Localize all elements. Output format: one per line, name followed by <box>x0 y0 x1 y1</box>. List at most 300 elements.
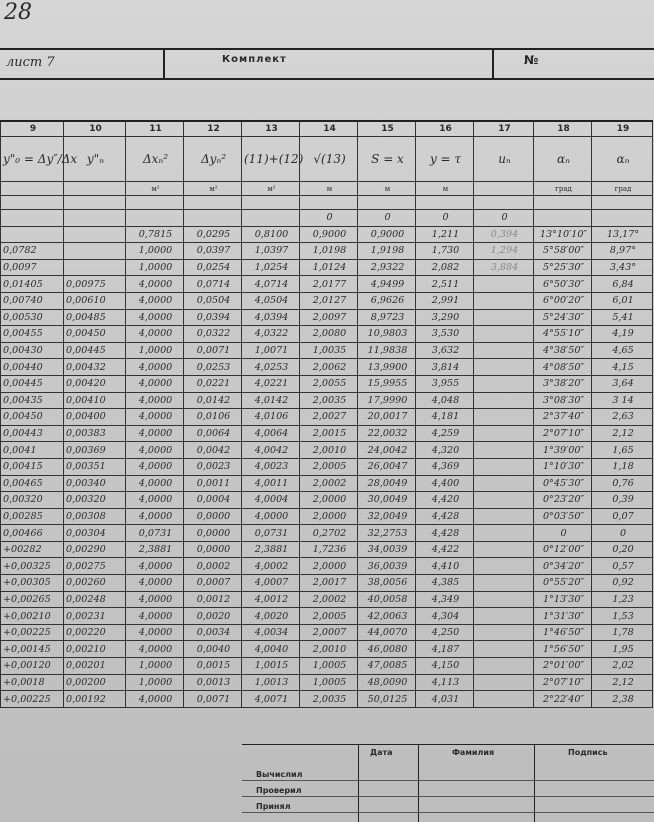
table-cell <box>242 342 300 359</box>
table-cell-value: 4,0000 <box>138 444 173 456</box>
table-cell-value: 4,0000 <box>138 394 173 406</box>
table-cell <box>416 691 474 708</box>
table-cell-value: 4,0000 <box>138 477 173 489</box>
table-cell <box>184 226 242 243</box>
table-cell <box>1 575 64 592</box>
table-cell-value: 0,00420 <box>66 378 106 390</box>
table-cell <box>474 326 534 343</box>
table-cell <box>64 226 126 243</box>
table-cell-value: 2,0097 <box>312 311 347 323</box>
table-cell <box>242 575 300 592</box>
table-cell-value: 0,00290 <box>66 544 106 556</box>
table-cell-value: 0,0782 <box>3 245 37 257</box>
table-cell <box>184 641 242 658</box>
table-cell-value: 0,00260 <box>66 577 106 589</box>
table-cell <box>416 392 474 409</box>
table-cell <box>592 326 653 343</box>
blank-cell <box>1 196 64 210</box>
table-cell-value: 2°07′10″ <box>542 428 585 440</box>
table-cell <box>592 276 653 293</box>
table-cell-value: 0,92 <box>612 577 634 589</box>
table-cell-value: 0,0731 <box>254 527 289 539</box>
table-cell-value: 1,18 <box>612 461 634 473</box>
table-cell <box>184 475 242 492</box>
table-cell-value: 0,0002 <box>196 560 231 572</box>
table-cell <box>534 508 592 525</box>
table-cell-value: 3,632 <box>431 345 460 357</box>
table-cell <box>126 409 184 426</box>
unit-cell <box>474 182 534 196</box>
table-cell <box>126 276 184 293</box>
blank-cell <box>242 196 300 210</box>
table-cell-value: 0,00485 <box>66 311 106 323</box>
table-cell <box>300 375 358 392</box>
table-cell-value: 0°12′00″ <box>542 544 585 556</box>
table-cell-value: 0°55′20″ <box>542 577 585 589</box>
table-cell-value: 5°25′30″ <box>542 262 585 274</box>
table-cell-value: 4,9499 <box>370 278 405 290</box>
table-cell <box>534 442 592 459</box>
table-cell <box>300 226 358 243</box>
table-cell-value: 30,0049 <box>367 494 408 506</box>
table-cell-value: 0,00435 <box>3 394 43 406</box>
table-cell <box>184 658 242 675</box>
zero-cell-value: 0 <box>384 212 391 224</box>
table-cell-value: 0,0004 <box>196 494 231 506</box>
table-cell-value: 3,43° <box>609 262 637 274</box>
table-cell <box>416 326 474 343</box>
blank-cell <box>416 196 474 210</box>
table-cell <box>64 674 126 691</box>
table-cell <box>126 558 184 575</box>
table-cell <box>416 259 474 276</box>
table-cell <box>534 492 592 509</box>
table-cell <box>184 492 242 509</box>
table-cell-value: 1°31′30″ <box>542 610 585 622</box>
unit-cell-value: м <box>442 184 449 193</box>
blank-cell <box>474 196 534 210</box>
column-number <box>534 121 592 137</box>
table-cell <box>1 674 64 691</box>
table-cell-value: 4,0221 <box>254 378 289 390</box>
table-cell <box>592 375 653 392</box>
table-cell <box>416 458 474 475</box>
table-cell-value: 0,00275 <box>66 560 106 572</box>
table-cell <box>126 243 184 260</box>
table-cell <box>416 409 474 426</box>
table-cell-value: 1,0015 <box>254 660 289 672</box>
table-cell <box>416 658 474 675</box>
table-cell-value: 4,385 <box>431 577 460 589</box>
table-cell-value: 2,0005 <box>312 461 347 473</box>
table-cell-value: 2,02 <box>612 660 634 672</box>
table-cell <box>184 458 242 475</box>
table-cell <box>242 375 300 392</box>
table-cell <box>300 392 358 409</box>
table-cell-value: 8,97° <box>609 245 637 257</box>
table-cell-value: 0,76 <box>612 477 634 489</box>
table-cell-value: 20,0017 <box>367 411 408 423</box>
table-cell <box>474 292 534 309</box>
column-header <box>242 137 304 182</box>
table-cell <box>358 326 416 343</box>
table-cell-value: 0,00610 <box>66 295 106 307</box>
table-cell-value: 0,00445 <box>66 345 106 357</box>
zero-cell <box>1 210 64 227</box>
table-cell <box>592 691 653 708</box>
table-cell <box>242 226 300 243</box>
table-cell <box>64 608 126 625</box>
table-cell <box>474 608 534 625</box>
column-number-value: 19 <box>616 124 630 134</box>
table-cell <box>1 608 64 625</box>
table-cell-value: 0,00450 <box>66 328 106 340</box>
zero-cell <box>64 210 126 227</box>
table-cell <box>358 392 416 409</box>
table-row <box>1 375 653 392</box>
table-cell-value: 0,57 <box>612 560 634 572</box>
table-cell <box>184 442 242 459</box>
table-cell <box>416 558 474 575</box>
table-cell <box>300 359 358 376</box>
table-cell-value: 0,9000 <box>312 228 347 240</box>
table-cell-value: 6°00′20″ <box>542 295 585 307</box>
table-cell-value: 4,0020 <box>254 610 289 622</box>
table-cell <box>534 458 592 475</box>
table-cell <box>592 359 653 376</box>
table-row <box>1 259 653 276</box>
table-cell-value: 1,0035 <box>312 345 347 357</box>
table-cell <box>1 541 64 558</box>
table-cell <box>534 541 592 558</box>
table-cell-value: 4,0000 <box>138 295 173 307</box>
table-cell-value: 2,0010 <box>312 643 347 655</box>
table-cell-value: 38,0056 <box>367 577 408 589</box>
table-cell-value: 4,0040 <box>254 643 289 655</box>
table-cell <box>358 608 416 625</box>
table-cell <box>474 475 534 492</box>
column-header-value: αₙ <box>616 152 630 166</box>
column-number-row <box>1 121 653 137</box>
table-cell <box>126 392 184 409</box>
footer-divider-3 <box>534 744 535 822</box>
table-cell <box>474 409 534 426</box>
table-cell-value: 6,9626 <box>370 295 405 307</box>
blank-cell <box>184 196 242 210</box>
column-number <box>592 121 653 137</box>
table-cell-value: 1,7236 <box>312 544 347 556</box>
table-cell-value: 0,0097 <box>3 262 37 274</box>
table-cell <box>242 292 300 309</box>
column-number-value: 17 <box>498 124 511 134</box>
blank-cell <box>126 196 184 210</box>
accepted-by-label: Принял <box>256 802 291 811</box>
table-cell-value: 3°38′20″ <box>542 378 585 390</box>
table-cell <box>184 276 242 293</box>
table-cell <box>300 525 358 542</box>
table-cell <box>592 243 653 260</box>
blank-cell <box>592 196 653 210</box>
table-cell-value: 4,0000 <box>138 494 173 506</box>
table-cell <box>358 409 416 426</box>
table-cell <box>592 226 653 243</box>
table-row <box>1 392 653 409</box>
table-cell-value: 0°03′50″ <box>542 510 585 522</box>
table-cell <box>1 292 64 309</box>
table-cell <box>300 575 358 592</box>
zero-cell <box>592 210 653 227</box>
table-cell <box>242 425 300 442</box>
table-cell-value: 0,0013 <box>196 676 231 688</box>
table-cell <box>416 475 474 492</box>
table-cell <box>126 359 184 376</box>
table-row <box>1 458 653 475</box>
table-cell-value: 1,0000 <box>138 660 173 672</box>
table-cell-value: 4,428 <box>431 527 460 539</box>
table-cell <box>64 375 126 392</box>
column-header <box>1 137 78 182</box>
date-label: Дата <box>370 748 393 757</box>
table-cell-value: 0,0011 <box>196 477 231 489</box>
table-cell-value: 0,0042 <box>196 444 231 456</box>
table-cell-value: 0,0106 <box>196 411 231 423</box>
table-row <box>1 624 653 641</box>
table-cell <box>534 608 592 625</box>
table-row <box>1 226 653 243</box>
table-cell-value: 0,8100 <box>254 228 289 240</box>
zero-cell <box>474 210 534 227</box>
table-cell-value: 4,19 <box>612 328 634 340</box>
table-cell-value: 4,0000 <box>138 361 173 373</box>
table-row <box>1 492 653 509</box>
table-cell-value: 4,0023 <box>254 461 289 473</box>
table-cell <box>184 525 242 542</box>
unit-cell <box>416 182 474 196</box>
table-cell <box>474 591 534 608</box>
table-cell-value: 6,84 <box>612 278 634 290</box>
column-number <box>1 121 64 137</box>
table-cell-value: 4,420 <box>431 494 460 506</box>
table-cell <box>1 392 64 409</box>
table-row <box>1 276 653 293</box>
table-cell <box>358 276 416 293</box>
table-cell-value: 4,0504 <box>254 295 289 307</box>
table-cell-value: 3,955 <box>431 378 460 390</box>
table-cell <box>242 359 300 376</box>
table-cell <box>184 392 242 409</box>
table-cell <box>242 525 300 542</box>
table-cell <box>474 392 534 409</box>
table-cell-value: 0,00975 <box>66 278 106 290</box>
column-header-value: αₙ <box>557 152 570 166</box>
table-cell-value: 0,0007 <box>196 577 231 589</box>
table-cell-value: 47,0085 <box>367 660 408 672</box>
table-row <box>1 342 653 359</box>
table-cell <box>358 226 416 243</box>
unit-cell-value: м <box>384 184 391 193</box>
table-cell-value: 1,0124 <box>312 262 347 274</box>
table-cell-value: 4,0002 <box>254 560 289 572</box>
table-cell-value: 8,9723 <box>370 311 405 323</box>
table-cell <box>242 691 300 708</box>
table-cell <box>416 492 474 509</box>
table-cell-value: 4,187 <box>431 643 460 655</box>
footer-top-line <box>242 744 654 745</box>
table-cell <box>242 591 300 608</box>
table-cell <box>358 558 416 575</box>
table-cell-value: 26,0047 <box>367 461 408 473</box>
table-row <box>1 658 653 675</box>
table-cell <box>416 575 474 592</box>
unit-cell-value: м² <box>209 184 218 193</box>
table-row <box>1 292 653 309</box>
blank-cell <box>358 196 416 210</box>
table-cell <box>1 591 64 608</box>
table-cell-value: 2,0127 <box>312 295 347 307</box>
table-cell <box>534 226 592 243</box>
table-cell <box>416 591 474 608</box>
table-cell <box>242 658 300 675</box>
table-cell-value: 1,0397 <box>254 245 289 257</box>
table-cell-value: 2°37′40″ <box>542 411 585 423</box>
table-cell-value: 2,0002 <box>312 477 347 489</box>
table-cell-value: 0,00430 <box>3 345 43 357</box>
table-cell-value: 4,65 <box>612 345 634 357</box>
table-cell <box>474 691 534 708</box>
table-cell-value: 0,0295 <box>196 228 231 240</box>
table-cell-value: 0,7815 <box>138 228 173 240</box>
table-cell-value: 4,400 <box>431 477 460 489</box>
column-header <box>416 137 474 182</box>
table-cell-value: 0,00445 <box>3 378 43 390</box>
table-cell-value: 13°10′10″ <box>539 228 588 240</box>
table-cell <box>592 259 653 276</box>
table-cell <box>64 525 126 542</box>
table-cell <box>64 359 126 376</box>
table-cell-value: 1,294 <box>490 245 519 257</box>
table-cell-value: 0,0015 <box>196 660 231 672</box>
table-cell <box>534 425 592 442</box>
column-number-value: 13 <box>265 124 278 134</box>
table-cell <box>592 575 653 592</box>
column-header-row <box>1 137 653 182</box>
table-cell-value: 4,0000 <box>138 560 173 572</box>
table-cell <box>300 243 358 260</box>
table-cell-value: 2,12 <box>612 428 634 440</box>
table-cell-value: 0,00351 <box>66 461 106 473</box>
column-header-value: S = x <box>371 152 404 166</box>
column-header-value: Δxₙ² <box>142 152 169 166</box>
table-cell-value: 17,9990 <box>367 394 408 406</box>
table-cell-value: 0,00465 <box>3 477 43 489</box>
column-header-value: (11)+(12) <box>244 152 304 166</box>
zero-cell-value: 0 <box>326 212 333 224</box>
table-cell-value: 46,0080 <box>367 643 408 655</box>
table-cell-value: 4°55′10″ <box>542 328 585 340</box>
table-row <box>1 409 653 426</box>
table-cell-value: 4,0000 <box>138 311 173 323</box>
table-cell <box>64 292 126 309</box>
corner-page-mark: 28 <box>4 0 32 25</box>
table-cell <box>474 276 534 293</box>
table-cell <box>416 442 474 459</box>
table-cell <box>358 458 416 475</box>
column-header <box>592 137 653 182</box>
table-cell <box>300 326 358 343</box>
computed-by-label: Вычислил <box>256 770 303 779</box>
table-cell <box>64 409 126 426</box>
table-cell-value: 4,428 <box>431 510 460 522</box>
table-cell-value: 0,00415 <box>3 461 43 473</box>
table-cell-value: 4,0000 <box>138 461 173 473</box>
table-cell-value: 2,511 <box>431 278 460 290</box>
table-cell-value: 4,0000 <box>138 278 173 290</box>
table-cell <box>416 226 474 243</box>
sheet-label: лист 7 <box>6 55 55 70</box>
table-cell <box>1 508 64 525</box>
table-cell <box>242 392 300 409</box>
table-cell <box>64 508 126 525</box>
table-cell-value: 4,113 <box>431 676 460 688</box>
table-cell <box>592 425 653 442</box>
table-cell <box>416 243 474 260</box>
table-cell <box>1 558 64 575</box>
table-cell-value: 4,0011 <box>254 477 289 489</box>
table-cell-value: 0°34′20″ <box>542 560 585 572</box>
table-cell <box>64 276 126 293</box>
table-cell <box>358 575 416 592</box>
table-cell <box>358 674 416 691</box>
column-number <box>64 121 126 137</box>
table-row <box>1 608 653 625</box>
table-cell <box>534 392 592 409</box>
table-cell <box>1 458 64 475</box>
table-cell <box>534 591 592 608</box>
table-cell <box>592 674 653 691</box>
table-cell-value: 2,0002 <box>312 593 347 605</box>
table-cell <box>300 624 358 641</box>
table-cell <box>1 624 64 641</box>
table-cell <box>534 691 592 708</box>
table-cell-value: 6,01 <box>612 295 634 307</box>
table-cell <box>184 624 242 641</box>
table-cell <box>300 558 358 575</box>
table-cell <box>358 243 416 260</box>
units-row <box>1 182 653 196</box>
table-cell <box>64 591 126 608</box>
table-cell <box>1 442 64 459</box>
table-row <box>1 425 653 442</box>
table-cell-value: 0,0322 <box>196 328 231 340</box>
column-header-value: Δyₙ² <box>200 152 227 166</box>
table-cell-value: 4,0000 <box>138 593 173 605</box>
table-cell <box>534 259 592 276</box>
table-cell <box>242 458 300 475</box>
table-cell <box>126 575 184 592</box>
column-number-value: 14 <box>323 124 336 134</box>
header-divider-2 <box>492 50 494 78</box>
table-cell <box>534 359 592 376</box>
table-cell-value: +0,00325 <box>3 560 51 572</box>
table-cell-value: 4,150 <box>431 660 460 672</box>
table-cell-value: 0,00369 <box>66 444 106 456</box>
zero-cell <box>358 210 416 227</box>
table-cell-value: 1,0000 <box>138 262 173 274</box>
footer-row-line-2 <box>242 796 654 797</box>
table-cell <box>184 608 242 625</box>
table-cell-value: 1,0005 <box>312 660 347 672</box>
column-header <box>126 137 184 182</box>
